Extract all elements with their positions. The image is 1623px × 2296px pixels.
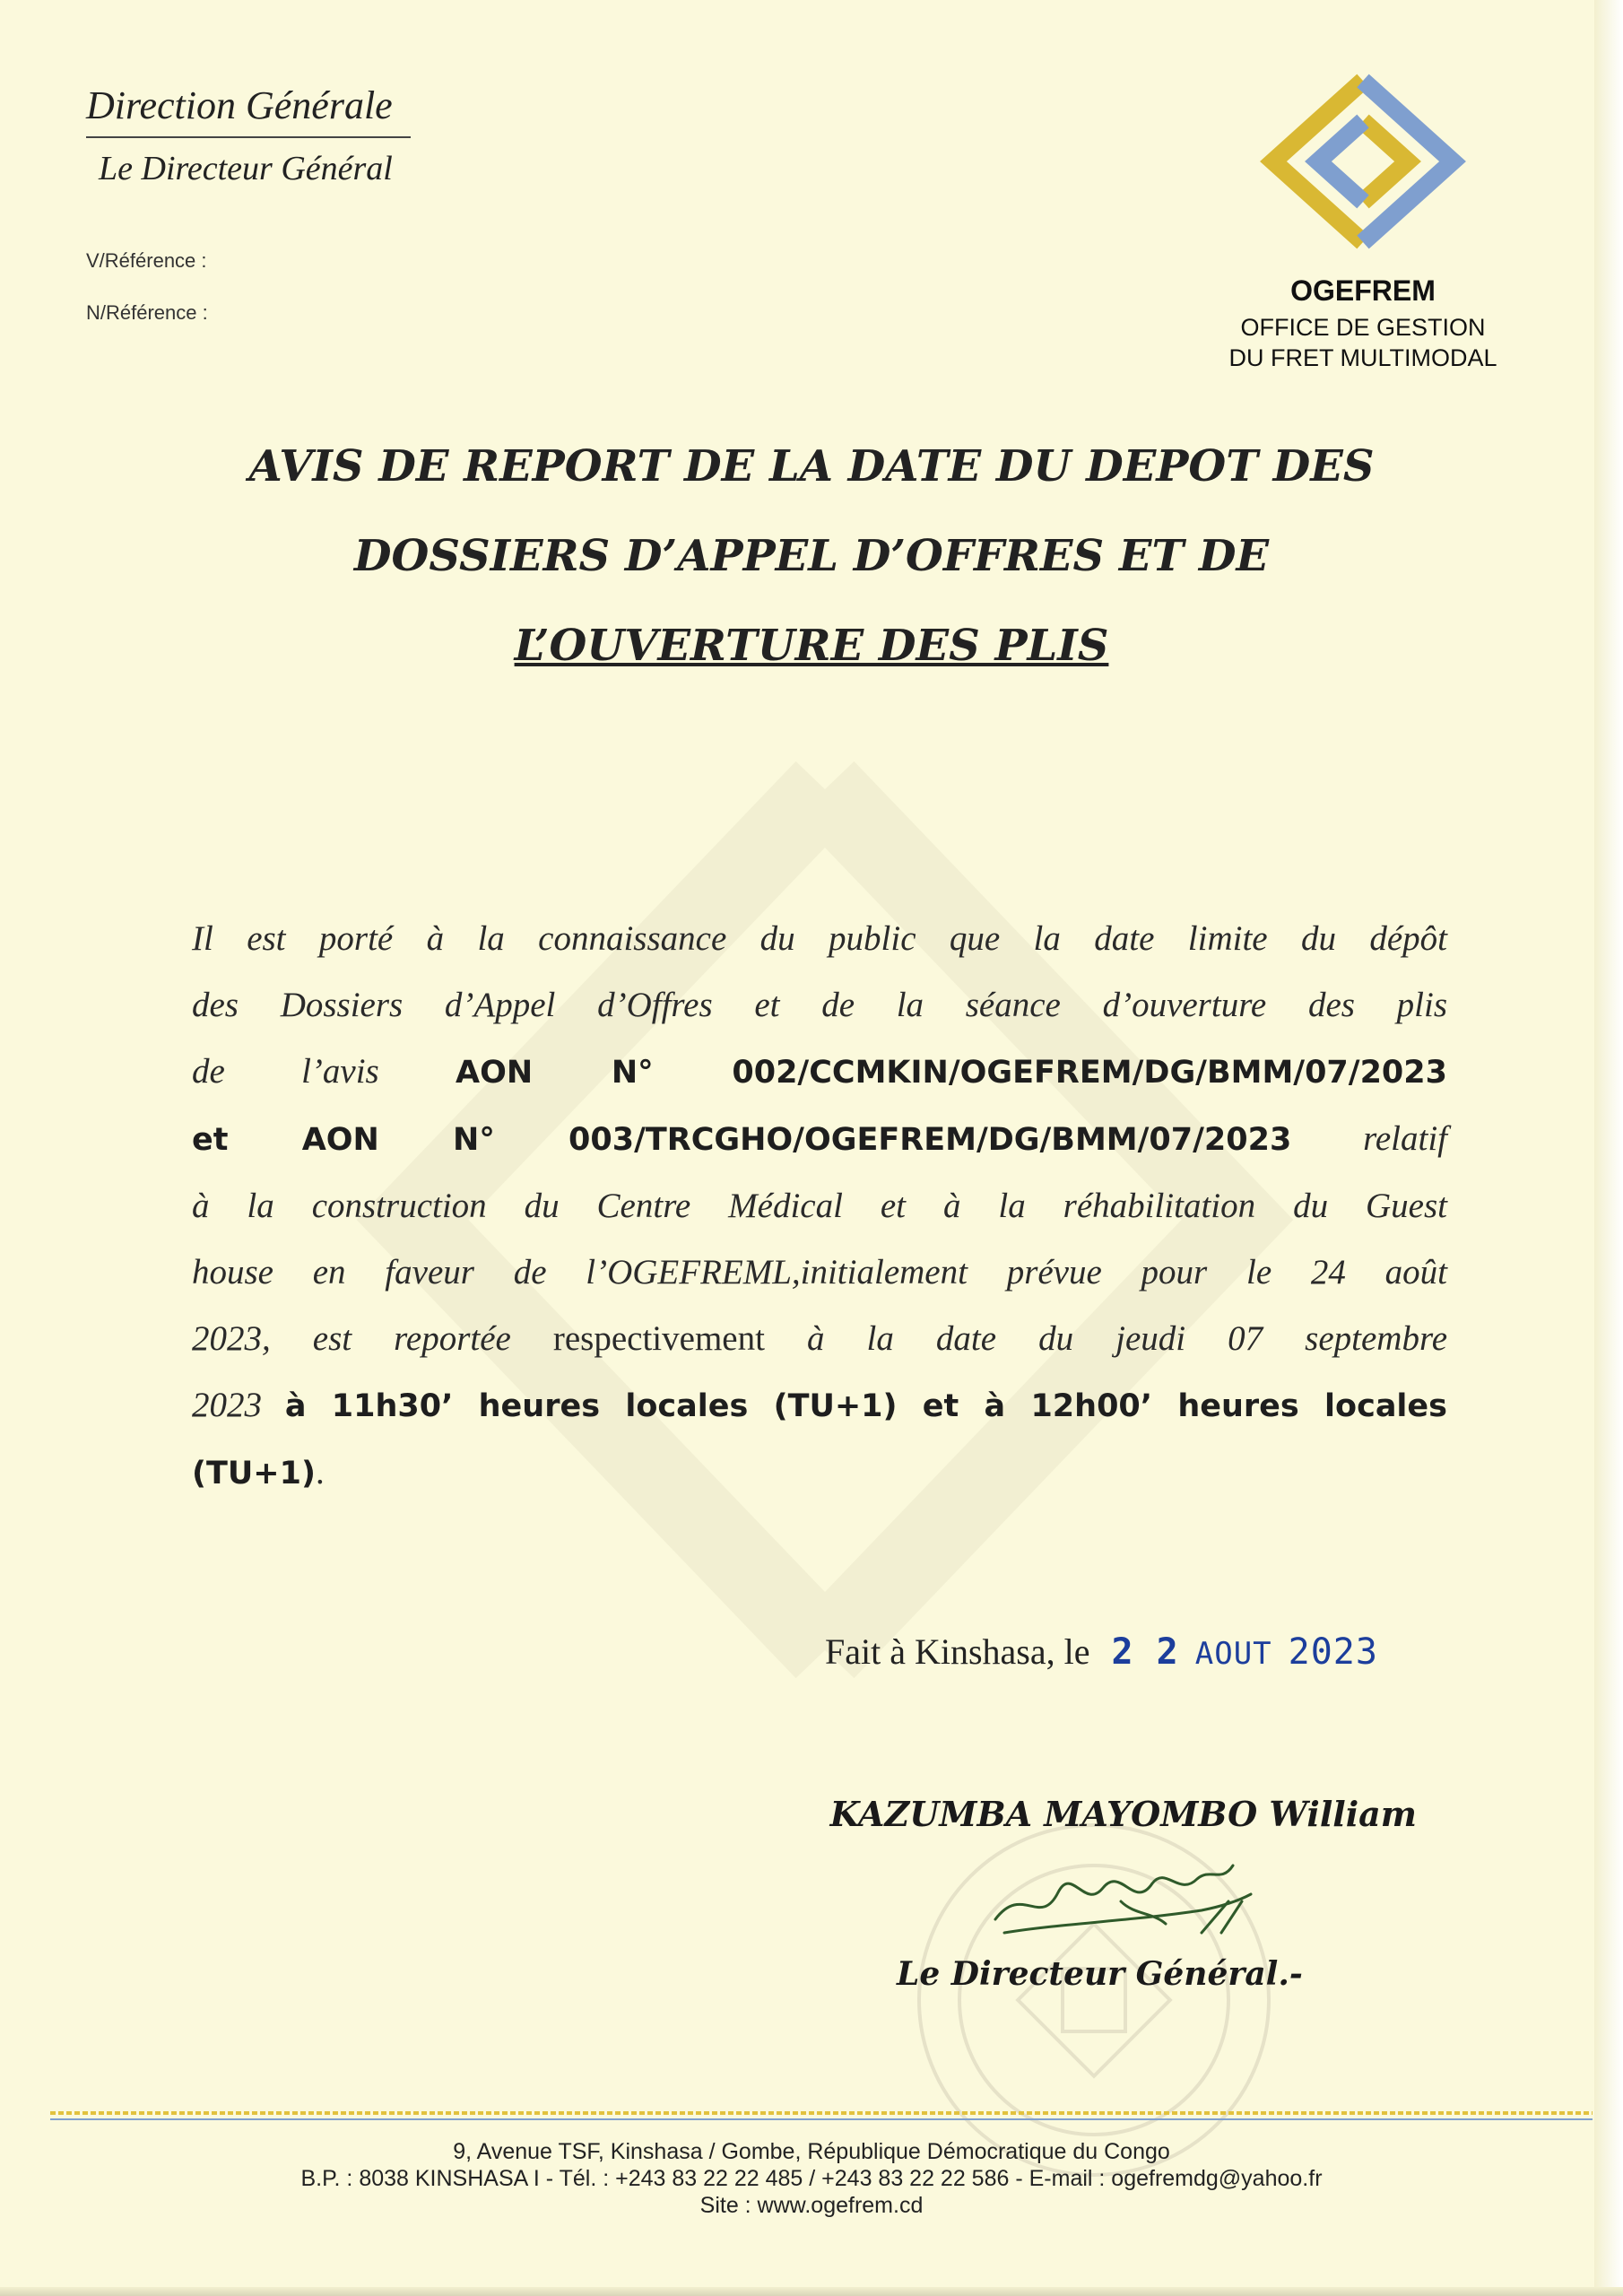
body-text-fragment: 2023 (192, 1386, 262, 1424)
date-stamp (1112, 1631, 1378, 1673)
body-text-fragment: à la date du jeudi 07 septembre (806, 1319, 1448, 1358)
signer-title: Le Directeur Général.- (897, 1955, 1303, 1993)
body-text-fragment: relatif (1363, 1119, 1448, 1158)
footer-contact: B.P. : 8038 KINSHASA I - Tél. : +243 83 22 22 485 / +243 83 22 22 586 - E-mail : ogefremdg@yahoo.fr (300, 2166, 1323, 2191)
our-reference-label: N/Référence : (86, 301, 208, 324)
place-and-date (825, 1631, 1378, 1673)
your-reference-label: V/Référence : (86, 249, 207, 272)
body-line (192, 1106, 1447, 1173)
organization-full-name-line2: DU FRET MULTIMODAL (1228, 344, 1497, 371)
footer-divider-blue (50, 2118, 1593, 2120)
body-text-fragment: respectivement (552, 1319, 765, 1358)
organization-full-name (1184, 312, 1542, 373)
organization-full-name-line1: OFFICE DE GESTION (1240, 314, 1486, 341)
notice-title-line1: AVIS DE REPORT DE LA DATE DU DEPOT DES (248, 441, 1375, 491)
tender-reference-2: et AON N° 003/TRCGHO/OGEFREM/DG/BMM/07/2023 (192, 1122, 1292, 1158)
body-line: des Dossiers d’Appel d’Offres et de la séance d’ouverture des plis (192, 986, 1447, 1024)
signer-name: KAZUMBA MAYOMBO William (829, 1794, 1417, 1834)
page-edge (1594, 0, 1623, 2296)
body-line (192, 1439, 1447, 1507)
body-line: Il est porté à la connaissance du public que la date limite du dépôt (192, 919, 1447, 958)
department-title: Direction Générale (86, 83, 393, 127)
date-stamp-year: 2023 (1288, 1631, 1378, 1673)
body-text-fragment: 2023, est reportée (192, 1319, 511, 1358)
director-position: Le Directeur Général (99, 150, 393, 187)
body-line: à la construction du Centre Médical et à la réhabilitation du Guest (192, 1187, 1447, 1225)
body-line: house en faveur de l’OGEFREML,initialement prévue pour le 24 août (192, 1253, 1447, 1292)
organization-name: OGEFREM (1290, 274, 1436, 307)
page-bottom-edge (0, 2287, 1623, 2296)
footer (135, 2138, 1488, 2219)
body-text-fragment: . (315, 1453, 325, 1492)
footer-divider-gold (50, 2111, 1593, 2115)
footer-website: Site : www.ogefrem.cd (699, 2193, 924, 2218)
handwritten-signature (986, 1848, 1255, 1955)
footer-address: 9, Avenue TSF, Kinshasa / Gombe, République Démocratique du Congo (453, 2139, 1170, 2164)
date-stamp-month: AOUT (1194, 1636, 1272, 1672)
department-divider (86, 136, 411, 138)
place-prefix: Fait à Kinshasa, le (825, 1631, 1090, 1672)
body-text-fragment: de l’avis (192, 1052, 379, 1091)
date-stamp-day: 2 2 (1111, 1631, 1179, 1673)
opening-times: à 11h30’ heures locales (TU+1) et à 12h00’ heures locales (284, 1388, 1448, 1424)
body-line (192, 1039, 1447, 1106)
notice-title-line3: L’OUVERTURE DES PLIS (514, 621, 1109, 671)
ogefrem-logo (1246, 72, 1480, 251)
timezone: (TU+1) (192, 1456, 316, 1492)
body-line (192, 1372, 1447, 1439)
tender-reference-1: AON N° 002/CCMKIN/OGEFREM/DG/BMM/07/2023 (456, 1055, 1447, 1091)
notice-body (192, 906, 1447, 1507)
notice-title-line2: DOSSIERS D’APPEL D’OFFRES ET DE (353, 531, 1270, 581)
body-line (192, 1306, 1447, 1372)
